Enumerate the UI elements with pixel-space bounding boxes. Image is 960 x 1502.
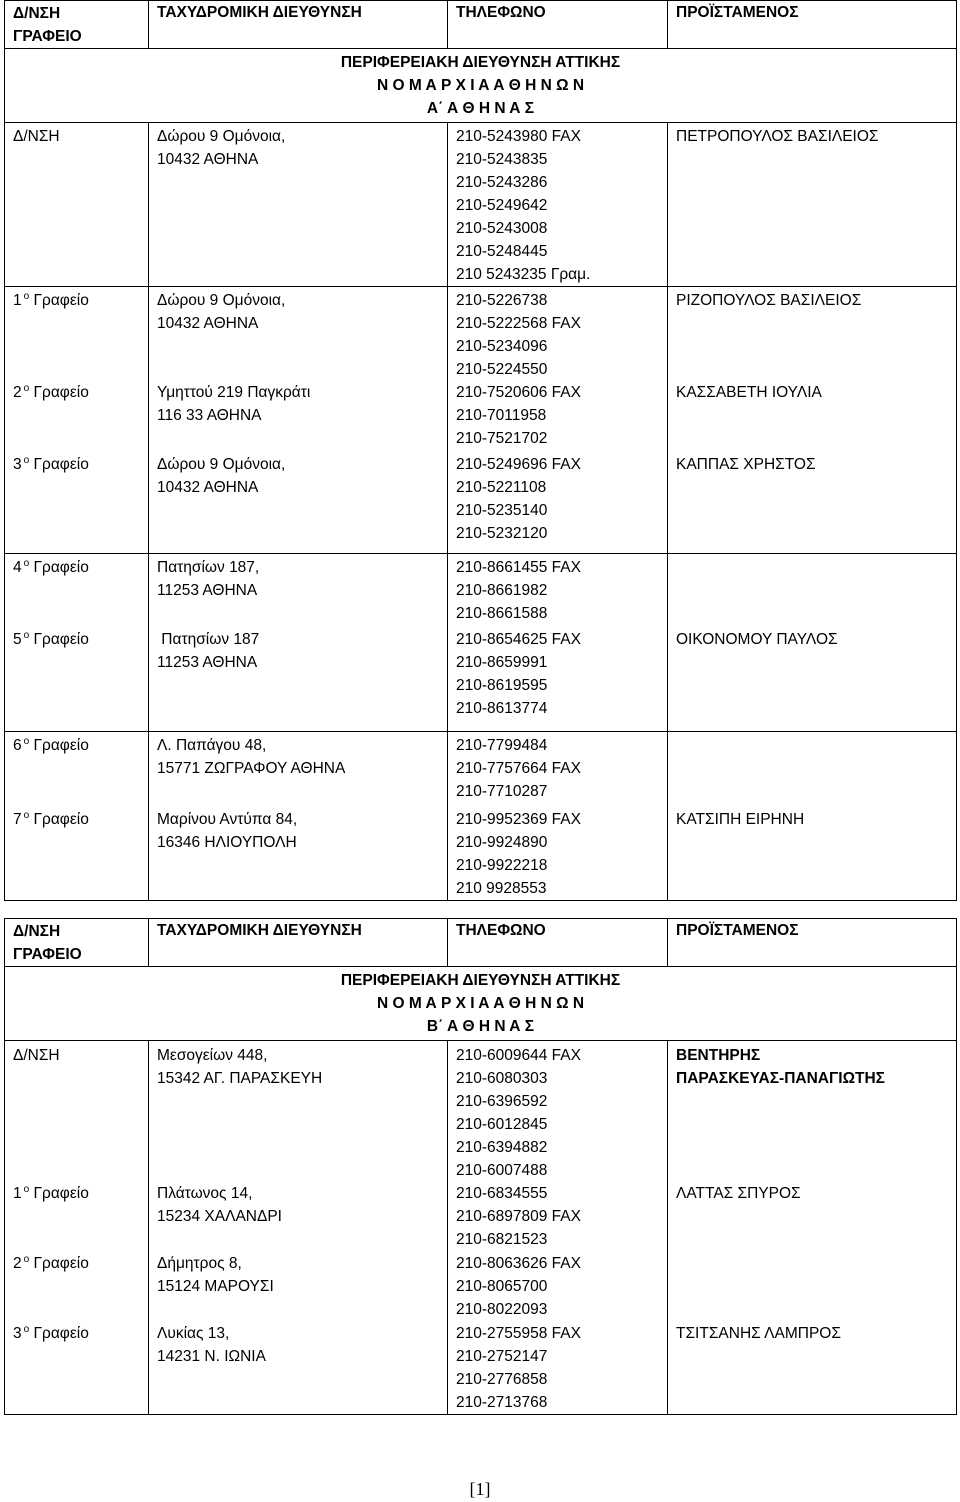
- address-entry: [157, 1044, 439, 1182]
- office-cell-group: [5, 1041, 149, 1415]
- office-tail: Γραφείο: [29, 559, 89, 576]
- office-entry: [13, 1252, 140, 1322]
- phone-line: 210-5226738: [456, 292, 548, 309]
- office-tail: Γραφείο: [29, 456, 89, 473]
- header-phone: [448, 1, 668, 49]
- phone-entry: [456, 556, 659, 628]
- office-num: 7: [13, 811, 22, 828]
- office-entry: [13, 381, 140, 453]
- region-title: [5, 967, 957, 1041]
- region-row: [5, 49, 957, 123]
- phone-line: 210-2776858: [456, 1371, 548, 1388]
- head-cell-group: [668, 287, 957, 554]
- region-line-3: Α΄ Α Θ Η Ν Α Σ: [426, 100, 535, 117]
- phone-line: 210-5243980 FAX: [456, 128, 581, 145]
- head-name: ΒΕΝΤΗΡΗΣ ΠΑΡΑΣΚΕΥΑΣ-ΠΑΝΑΓΙΩΤΗΣ: [676, 1047, 885, 1087]
- address-line: 16346 ΗΛΙΟΥΠΟΛΗ: [157, 834, 297, 851]
- phone-entry: [456, 1322, 659, 1414]
- table-row: [5, 123, 957, 287]
- address-line: 11253 ΑΘΗΝΑ: [157, 654, 258, 671]
- office-num: 2: [13, 384, 22, 401]
- office-sup: ο: [23, 383, 30, 394]
- office-entry: [13, 628, 140, 728]
- table-attica-a: [4, 0, 957, 901]
- phone-line: 210-7799484: [456, 737, 548, 754]
- address-line: Μαρίνου Αντύπα 84,: [157, 811, 298, 828]
- header-address: [149, 1, 448, 49]
- phone-entry: [456, 628, 659, 728]
- table-row-group: [5, 554, 957, 732]
- phone-line: 210 9928553: [456, 880, 547, 897]
- office-entry: [13, 1322, 140, 1347]
- address-line: 11253 ΑΘΗΝΑ: [157, 582, 258, 599]
- office-num: 3: [13, 456, 22, 473]
- address-line: Δώρου 9 Ομόνοια,: [157, 456, 286, 473]
- phone-line: 210-6009644 FAX: [456, 1047, 581, 1064]
- phone-line: 210-7757664 FAX: [456, 760, 581, 777]
- header-office-label: Δ/ΝΣΗ ΓΡΑΦΕΙΟ: [13, 923, 82, 963]
- head-cell: [668, 123, 957, 287]
- address-entry: [157, 1252, 439, 1322]
- office-tail: Γραφείο: [29, 384, 89, 401]
- phone-line: 210-5249642: [456, 197, 548, 214]
- region-line-2: Ν Ο Μ Α Ρ Χ Ι Α Α Θ Η Ν Ω Ν: [376, 77, 585, 94]
- phone-line: 210-8654625 FAX: [456, 631, 581, 648]
- office-tail: Γραφείο: [29, 1255, 89, 1272]
- office-sup: ο: [23, 1184, 30, 1195]
- head-name: ΚΑΤΣΙΠΗ ΕΙΡΗΝΗ: [676, 811, 805, 828]
- phone-line: 210-6007488: [456, 1162, 548, 1179]
- header-office: [5, 919, 149, 967]
- head-name: [676, 556, 948, 628]
- phone-cell-group: [448, 554, 668, 732]
- office-tail: Γραφείο: [29, 1185, 89, 1202]
- address-line: 15771 ΖΩΓΡΑΦΟΥ ΑΘΗΝΑ: [157, 760, 346, 777]
- phone-entry: [456, 734, 659, 808]
- address-line: Μεσογείων 448,: [157, 1047, 268, 1064]
- address-line: 15342 ΑΓ. ΠΑΡΑΣΚΕΥΗ: [157, 1070, 323, 1087]
- address-cell: [149, 123, 448, 287]
- phone-line: 210-5243835: [456, 151, 548, 168]
- office-num: 4: [13, 559, 22, 576]
- table-row-group: [5, 732, 957, 901]
- phone-line: 210-8661455 FAX: [456, 559, 581, 576]
- address-entry: [157, 381, 439, 453]
- table-attica-b: [4, 918, 957, 1415]
- header-head: [668, 1, 957, 49]
- address-line: 14231 Ν. ΙΩΝΙΑ: [157, 1348, 266, 1365]
- head-cell-group: [668, 554, 957, 732]
- address-entry: [157, 1182, 439, 1252]
- office-sup: ο: [23, 558, 30, 569]
- phone-line: 210-7710287: [456, 783, 548, 800]
- head-name: [676, 734, 948, 808]
- address-entry: [157, 289, 439, 381]
- office-cell-group: [5, 732, 149, 901]
- phone-cell-group: [448, 732, 668, 901]
- address-line: Δώρου 9 Ομόνοια,: [157, 292, 286, 309]
- phone-line: 210-6834555: [456, 1185, 548, 1202]
- office-tail: Γραφείο: [29, 1325, 89, 1342]
- address-entry: [157, 556, 439, 628]
- office-tail: Γραφείο: [29, 631, 89, 648]
- header-head: [668, 919, 957, 967]
- head-name: ΠΕΤΡΟΠΟΥΛΟΣ ΒΑΣΙΛΕΙΟΣ: [676, 128, 879, 145]
- address-line: 15124 ΜΑΡΟΥΣΙ: [157, 1278, 274, 1295]
- phone-line: 210-6012845: [456, 1116, 548, 1133]
- address-cell-group: [149, 732, 448, 901]
- office-num: 3: [13, 1325, 22, 1342]
- phone-line: 210-8022093: [456, 1301, 548, 1318]
- phone-entry: [456, 1182, 659, 1252]
- office-entry: [13, 1182, 140, 1252]
- head-name: ΤΣΙΤΣΑΝΗΣ ΛΑΜΠΡΟΣ: [676, 1325, 841, 1342]
- address-line: 10432 ΑΘΗΝΑ: [157, 315, 259, 332]
- address-entry: [157, 453, 439, 553]
- header-phone: [448, 919, 668, 967]
- address-line: 116 33 ΑΘΗΝΑ: [157, 407, 262, 424]
- phone-line: 210-5224550: [456, 361, 548, 378]
- region-title: [5, 49, 957, 123]
- phone-line: 210-6394882: [456, 1139, 548, 1156]
- office-num: 1: [13, 292, 22, 309]
- office-num: 5: [13, 631, 22, 648]
- office-sup: ο: [23, 1254, 30, 1265]
- region-line-1: ΠΕΡΙΦΕΡΕΙΑΚΗ ΔΙΕΥΘΥΝΣΗ ΑΤΤΙΚΗΣ: [340, 54, 621, 71]
- region-line-2: Ν Ο Μ Α Ρ Χ Ι Α Α Θ Η Ν Ω Ν: [376, 995, 585, 1012]
- phone-line: 210-5235140: [456, 502, 548, 519]
- office-cell-group: [5, 287, 149, 554]
- phone-line: 210-8659991: [456, 654, 548, 671]
- phone-line: 210-6080303: [456, 1070, 548, 1087]
- head-name: ΚΑΠΠΑΣ ΧΡΗΣΤΟΣ: [676, 456, 816, 473]
- phone-line: 210-6821523: [456, 1231, 548, 1248]
- phone-line: 210-6897809 FAX: [456, 1208, 581, 1225]
- head-name: ΛΑΤΤΑΣ ΣΠΥΡΟΣ: [676, 1185, 801, 1202]
- address-line: Πατησίων 187: [157, 631, 260, 648]
- phone-line: 210-2755958 FAX: [456, 1325, 581, 1342]
- phone-line: 210-8661982: [456, 582, 548, 599]
- phone-line: 210-8661588: [456, 605, 548, 622]
- table-row-group: [5, 1041, 957, 1415]
- office-entry: [13, 556, 140, 628]
- header-address-label: ΤΑΧΥΔΡΟΜΙΚΗ ΔΙΕΥΘΥΝΣΗ: [157, 922, 362, 939]
- phone-line: 210-5243286: [456, 174, 548, 191]
- phone-entry: [456, 808, 659, 900]
- address-line: Δώρου 9 Ομόνοια,: [157, 128, 286, 145]
- office-sup: ο: [23, 810, 30, 821]
- office-label: Δ/ΝΣΗ: [13, 128, 60, 145]
- phone-entry: [456, 1044, 659, 1182]
- address-cell-group: [149, 287, 448, 554]
- phone-cell-group: [448, 1041, 668, 1415]
- phone-line: 210-5222568 FAX: [456, 315, 581, 332]
- address-line: Υμηττού 219 Παγκράτι: [157, 384, 311, 401]
- header-address-label: ΤΑΧΥΔΡΟΜΙΚΗ ΔΙΕΥΘΥΝΣΗ: [157, 4, 362, 21]
- phone-line: 210-5221108: [456, 479, 547, 496]
- head-name: ΚΑΣΣΑΒΕΤΗ ΙΟΥΛΙΑ: [676, 384, 822, 401]
- phone-cell-group: [448, 287, 668, 554]
- region-line-3: Β΄ Α Θ Η Ν Α Σ: [426, 1018, 535, 1035]
- phone-line: 210-5232120: [456, 525, 548, 542]
- phone-line: 210-5234096: [456, 338, 548, 355]
- address-line: Λυκίας 13,: [157, 1325, 230, 1342]
- address-cell-group: [149, 554, 448, 732]
- phone-line: 210-9952369 FAX: [456, 811, 581, 828]
- header-head-label: ΠΡΟΪΣΤΑΜΕΝΟΣ: [676, 922, 799, 939]
- address-line: Πατησίων 187,: [157, 559, 260, 576]
- phone-line: 210-8065700: [456, 1278, 548, 1295]
- office-sup: ο: [23, 1324, 30, 1335]
- header-row: [5, 1, 957, 49]
- phone-entry: [456, 381, 659, 453]
- phone-line: 210-9924890: [456, 834, 548, 851]
- office-num: 2: [13, 1255, 22, 1272]
- header-phone-label: ΤΗΛΕΦΩΝΟ: [456, 922, 546, 939]
- address-entry: [157, 628, 439, 728]
- phone-line: 210-7011958: [456, 407, 547, 424]
- address-line: Πλάτωνος 14,: [157, 1185, 253, 1202]
- head-cell-group: [668, 1041, 957, 1415]
- phone-line: 210-8619595: [456, 677, 548, 694]
- phone-line: 210-7521702: [456, 430, 548, 447]
- address-cell-group: [149, 1041, 448, 1415]
- head-name: ΟΙΚΟΝΟΜΟΥ ΠΑΥΛΟΣ: [676, 631, 838, 648]
- office-entry: [13, 289, 140, 381]
- phone-line: 210-7520606 FAX: [456, 384, 581, 401]
- header-office: [5, 1, 149, 49]
- office-cell: [5, 123, 149, 287]
- office-sup: ο: [23, 291, 30, 302]
- phone-entry: [456, 453, 659, 553]
- office-tail: Γραφείο: [29, 737, 89, 754]
- phone-line: 210-8063626 FAX: [456, 1255, 581, 1272]
- office-tail: Γραφείο: [29, 292, 89, 309]
- header-phone-label: ΤΗΛΕΦΩΝΟ: [456, 4, 546, 21]
- phone-line: 210-5249696 FAX: [456, 456, 581, 473]
- head-name: ΡΙΖΟΠΟΥΛΟΣ ΒΑΣΙΛΕΙΟΣ: [676, 292, 862, 309]
- table-row-group: [5, 287, 957, 554]
- phone-entry: [456, 289, 659, 381]
- office-label: Δ/ΝΣΗ: [13, 1047, 60, 1064]
- header-address: [149, 919, 448, 967]
- address-entry: [157, 1322, 439, 1368]
- head-cell-group: [668, 732, 957, 901]
- address-line: Δήμητρος 8,: [157, 1255, 242, 1272]
- office-entry: [13, 453, 140, 553]
- page-number: [1]: [469, 1479, 491, 1499]
- phone-line: 210-8613774: [456, 700, 548, 717]
- office-sup: ο: [23, 736, 30, 747]
- phone-line: 210-2752147: [456, 1348, 548, 1365]
- phone-line: 210-9922218: [456, 857, 548, 874]
- office-num: 6: [13, 737, 22, 754]
- office-tail: Γραφείο: [29, 811, 89, 828]
- address-entry: [157, 808, 439, 854]
- office-entry: [13, 734, 140, 808]
- address-line: Λ. Παπάγου 48,: [157, 737, 267, 754]
- address-entry: [157, 734, 439, 808]
- address-line: 15234 ΧΑΛΑΝΔΡΙ: [157, 1208, 282, 1225]
- phone-entry: [456, 1252, 659, 1322]
- region-row: [5, 967, 957, 1041]
- header-row: [5, 919, 957, 967]
- head-name: [676, 1252, 948, 1322]
- region-line-1: ΠΕΡΙΦΕΡΕΙΑΚΗ ΔΙΕΥΘΥΝΣΗ ΑΤΤΙΚΗΣ: [340, 972, 621, 989]
- address-line: 10432 ΑΘΗΝΑ: [157, 151, 259, 168]
- office-entry: [13, 808, 140, 833]
- office-sup: ο: [23, 455, 30, 466]
- phone-line: 210 5243235 Γραμ.: [456, 266, 591, 283]
- office-num: 1: [13, 1185, 22, 1202]
- office-entry: [13, 1044, 140, 1182]
- phone-cell: [448, 123, 668, 287]
- phone-line: 210-6396592: [456, 1093, 548, 1110]
- header-office-label: Δ/ΝΣΗ ΓΡΑΦΕΙΟ: [13, 5, 82, 45]
- office-sup: ο: [23, 630, 30, 641]
- phone-line: 210-2713768: [456, 1394, 548, 1411]
- header-head-label: ΠΡΟΪΣΤΑΜΕΝΟΣ: [676, 4, 799, 21]
- phone-line: 210-5243008: [456, 220, 548, 237]
- phone-line: 210-5248445: [456, 243, 548, 260]
- office-cell-group: [5, 554, 149, 732]
- address-line: 10432 ΑΘΗΝΑ: [157, 479, 259, 496]
